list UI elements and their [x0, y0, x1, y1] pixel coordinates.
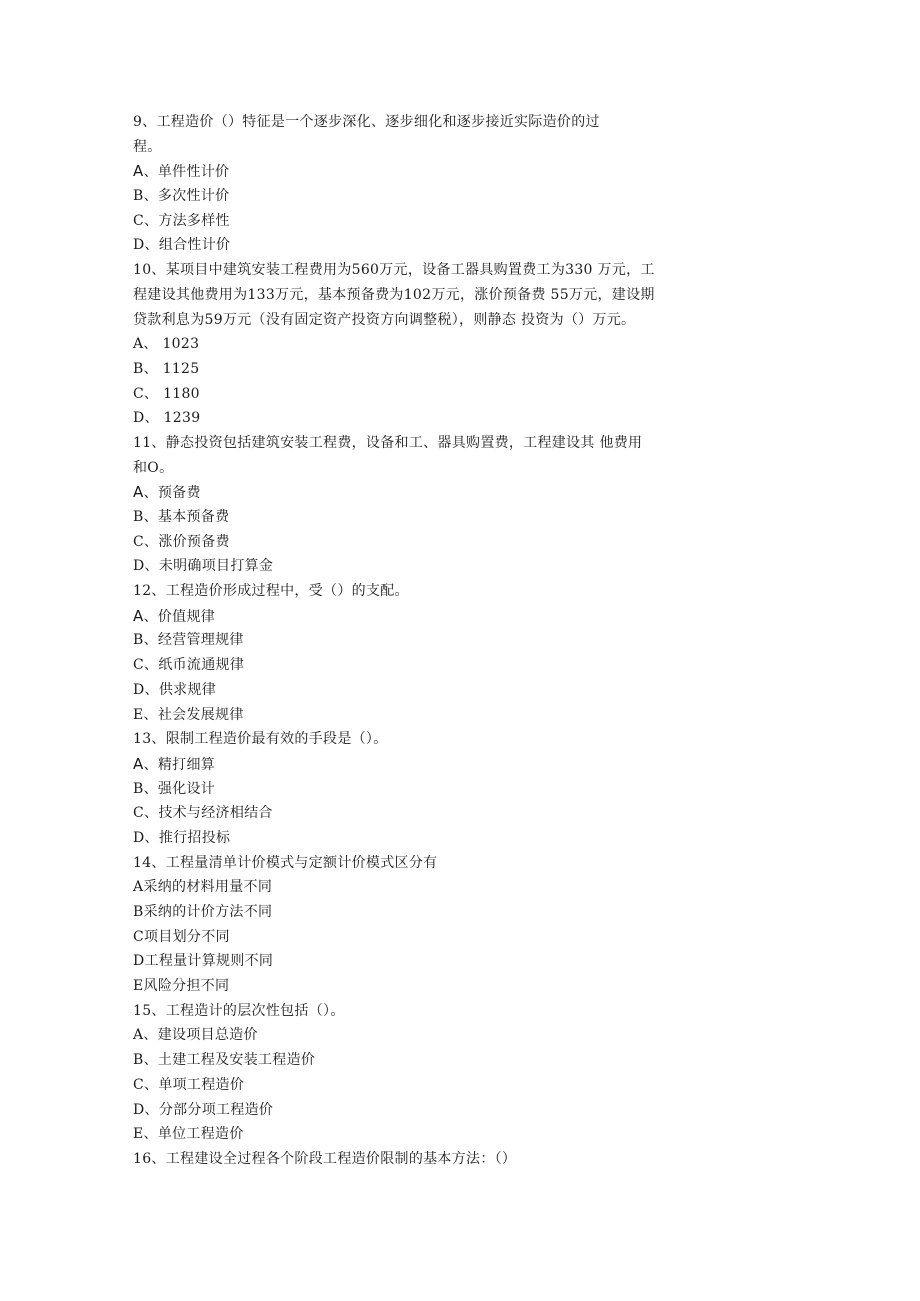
- option-letter: D: [133, 558, 145, 575]
- option-letter: D: [133, 953, 145, 970]
- question-15-option-b: [133, 1048, 693, 1073]
- question-13-stem-line-1: 13、限制工程造价最有效的手段是（）。: [133, 731, 388, 748]
- option-text: 、单位工程造价: [143, 1126, 244, 1143]
- option-text: 、社会发展规律: [143, 706, 244, 723]
- document-page: [133, 110, 693, 1172]
- option-text: 、基本预备费: [143, 509, 230, 525]
- question-13-option-a: [133, 752, 693, 777]
- question-10-option-a: [133, 332, 693, 357]
- option-text: 、土建工程及安装工程造价: [143, 1052, 316, 1069]
- question-12-option-a: [133, 604, 693, 629]
- option-letter: A: [133, 483, 144, 502]
- question-10-option-c: [133, 382, 693, 407]
- question-9-option-c: [133, 209, 693, 234]
- question-12-option-d: [133, 678, 693, 703]
- option-letter: B: [133, 780, 144, 797]
- question-13-option-b: [133, 777, 693, 802]
- question-11-option-a: [133, 480, 693, 505]
- option-letter: A: [133, 162, 144, 181]
- option-letter: E: [133, 978, 144, 995]
- option-letter: D: [133, 829, 145, 846]
- question-15-option-c: [133, 1073, 693, 1098]
- option-text: 、分部分项工程造价: [144, 1101, 274, 1118]
- question-11-option-b: [133, 505, 693, 530]
- option-text: 、预备费: [143, 485, 201, 502]
- option-letter: B: [133, 188, 144, 205]
- option-text: 、技术与经济相结合: [144, 805, 273, 822]
- option-letter: C: [133, 385, 145, 402]
- question-10-stem-line-2: 程建设其他费用为133万元，基本预备费为102万元，涨价预备费 55万元，建设期: [133, 286, 655, 303]
- question-12-option-b: [133, 628, 693, 653]
- option-text: 、推行招投标: [144, 829, 231, 846]
- question-16-stem-line-1: 16、工程建设全过程各个阶段工程造价限制的基本方法：（）: [133, 1150, 517, 1167]
- question-10-stem-line-1: 10、某项目中建筑安装工程费用为560万元，设备工器具购置费工为330 万元，工: [133, 262, 655, 279]
- option-letter: C: [133, 212, 145, 229]
- option-letter: D: [133, 1101, 145, 1118]
- option-text: 风险分担不同: [143, 978, 230, 995]
- question-11-option-c: [133, 530, 693, 555]
- question-11-stem-line-2: 和O。: [133, 459, 174, 476]
- question-13-option-d: [133, 826, 693, 851]
- question-9-option-a: [133, 159, 693, 184]
- option-letter: D: [133, 237, 145, 254]
- option-letter: B: [133, 1052, 144, 1069]
- question-11-stem-line-1: 11、静态投资包括建筑安装工程费，设备和工、器具购置费，工程建设其 他费用: [133, 434, 643, 451]
- option-letter: A: [133, 754, 144, 773]
- option-letter: A: [133, 1027, 144, 1044]
- question-15-option-e: [133, 1122, 693, 1147]
- question-10-stem-line-3: 贷款利息为59万元（没有固定资产投资方向调整税），则静态 投资为（）万元。: [133, 311, 636, 328]
- question-10-option-b: [133, 357, 693, 382]
- option-text: 、单件性计价: [143, 164, 230, 181]
- option-letter: D: [133, 410, 145, 427]
- question-15-option-a: [133, 1023, 693, 1048]
- option-text: 、 1180: [144, 385, 200, 402]
- option-letter: B: [133, 904, 144, 920]
- question-14-option-e: [133, 974, 693, 999]
- option-letter: B: [133, 509, 144, 525]
- option-letter: D: [133, 681, 145, 698]
- question-9-option-b: [133, 184, 693, 209]
- option-text: 工程量计算规则不同: [144, 953, 274, 970]
- question-11-option-d: [133, 554, 693, 579]
- option-letter: A: [133, 879, 144, 896]
- option-text: 、 1239: [144, 410, 201, 427]
- question-12-option-c: [133, 653, 693, 678]
- option-text: 、涨价预备费: [144, 533, 230, 550]
- option-text: 、经营管理规律: [143, 632, 244, 649]
- question-12-stem-line-1: 12、工程造价形成过程中，受（）的支配。: [133, 583, 409, 600]
- option-text: 、未明确项目打算金: [144, 558, 274, 575]
- option-text: 、精打细算: [143, 756, 216, 773]
- question-13-option-c: [133, 801, 693, 826]
- option-text: 、多次性计价: [143, 188, 230, 205]
- option-text: 、供求规律: [144, 681, 217, 698]
- question-14-option-b: [133, 900, 693, 925]
- question-9-stem-line-2: 程。: [133, 138, 162, 155]
- option-text: 、建设项目总造价: [143, 1027, 258, 1044]
- option-text: 采纳的计价方法不同: [143, 904, 273, 920]
- option-text: 、纸币流通规律: [144, 657, 245, 674]
- question-14-option-a: [133, 875, 693, 900]
- option-letter: C: [133, 928, 145, 945]
- option-text: 项目划分不同: [144, 928, 230, 945]
- option-text: 、 1023: [143, 336, 200, 353]
- question-14-stem-line-1: 14、工程量清单计价模式与定额计价模式区分有: [133, 854, 438, 871]
- question-14-option-d: [133, 949, 693, 974]
- option-text: 、组合性计价: [144, 237, 231, 254]
- option-letter: A: [133, 606, 144, 625]
- option-text: 、强化设计: [143, 780, 216, 797]
- option-text: 、 1125: [143, 360, 200, 377]
- question-9-option-d: [133, 233, 693, 258]
- option-letter: A: [133, 336, 144, 353]
- option-letter: C: [133, 533, 145, 550]
- option-text: 采纳的材料用量不同: [143, 879, 273, 896]
- question-14-option-c: [133, 925, 693, 950]
- option-letter: B: [133, 360, 144, 377]
- option-text: 、价值规律: [143, 608, 216, 625]
- option-letter: C: [133, 1076, 145, 1093]
- option-letter: C: [133, 805, 145, 822]
- question-10-option-d: [133, 406, 693, 431]
- question-12-option-e: [133, 703, 693, 728]
- option-text: 、单项工程造价: [144, 1076, 245, 1093]
- option-letter: C: [133, 657, 145, 674]
- option-text: 、方法多样性: [144, 212, 230, 229]
- option-letter: B: [133, 632, 144, 649]
- question-15-option-d: [133, 1098, 693, 1123]
- question-9-stem-line-1: 9、工程造价（）特征是一个逐步深化、逐步细化和逐步接近实际造价的过: [133, 114, 600, 130]
- question-15-stem-line-1: 15、工程造计的层次性包括（）。: [133, 1002, 345, 1019]
- option-letter: E: [133, 706, 144, 723]
- option-letter: E: [133, 1126, 144, 1143]
